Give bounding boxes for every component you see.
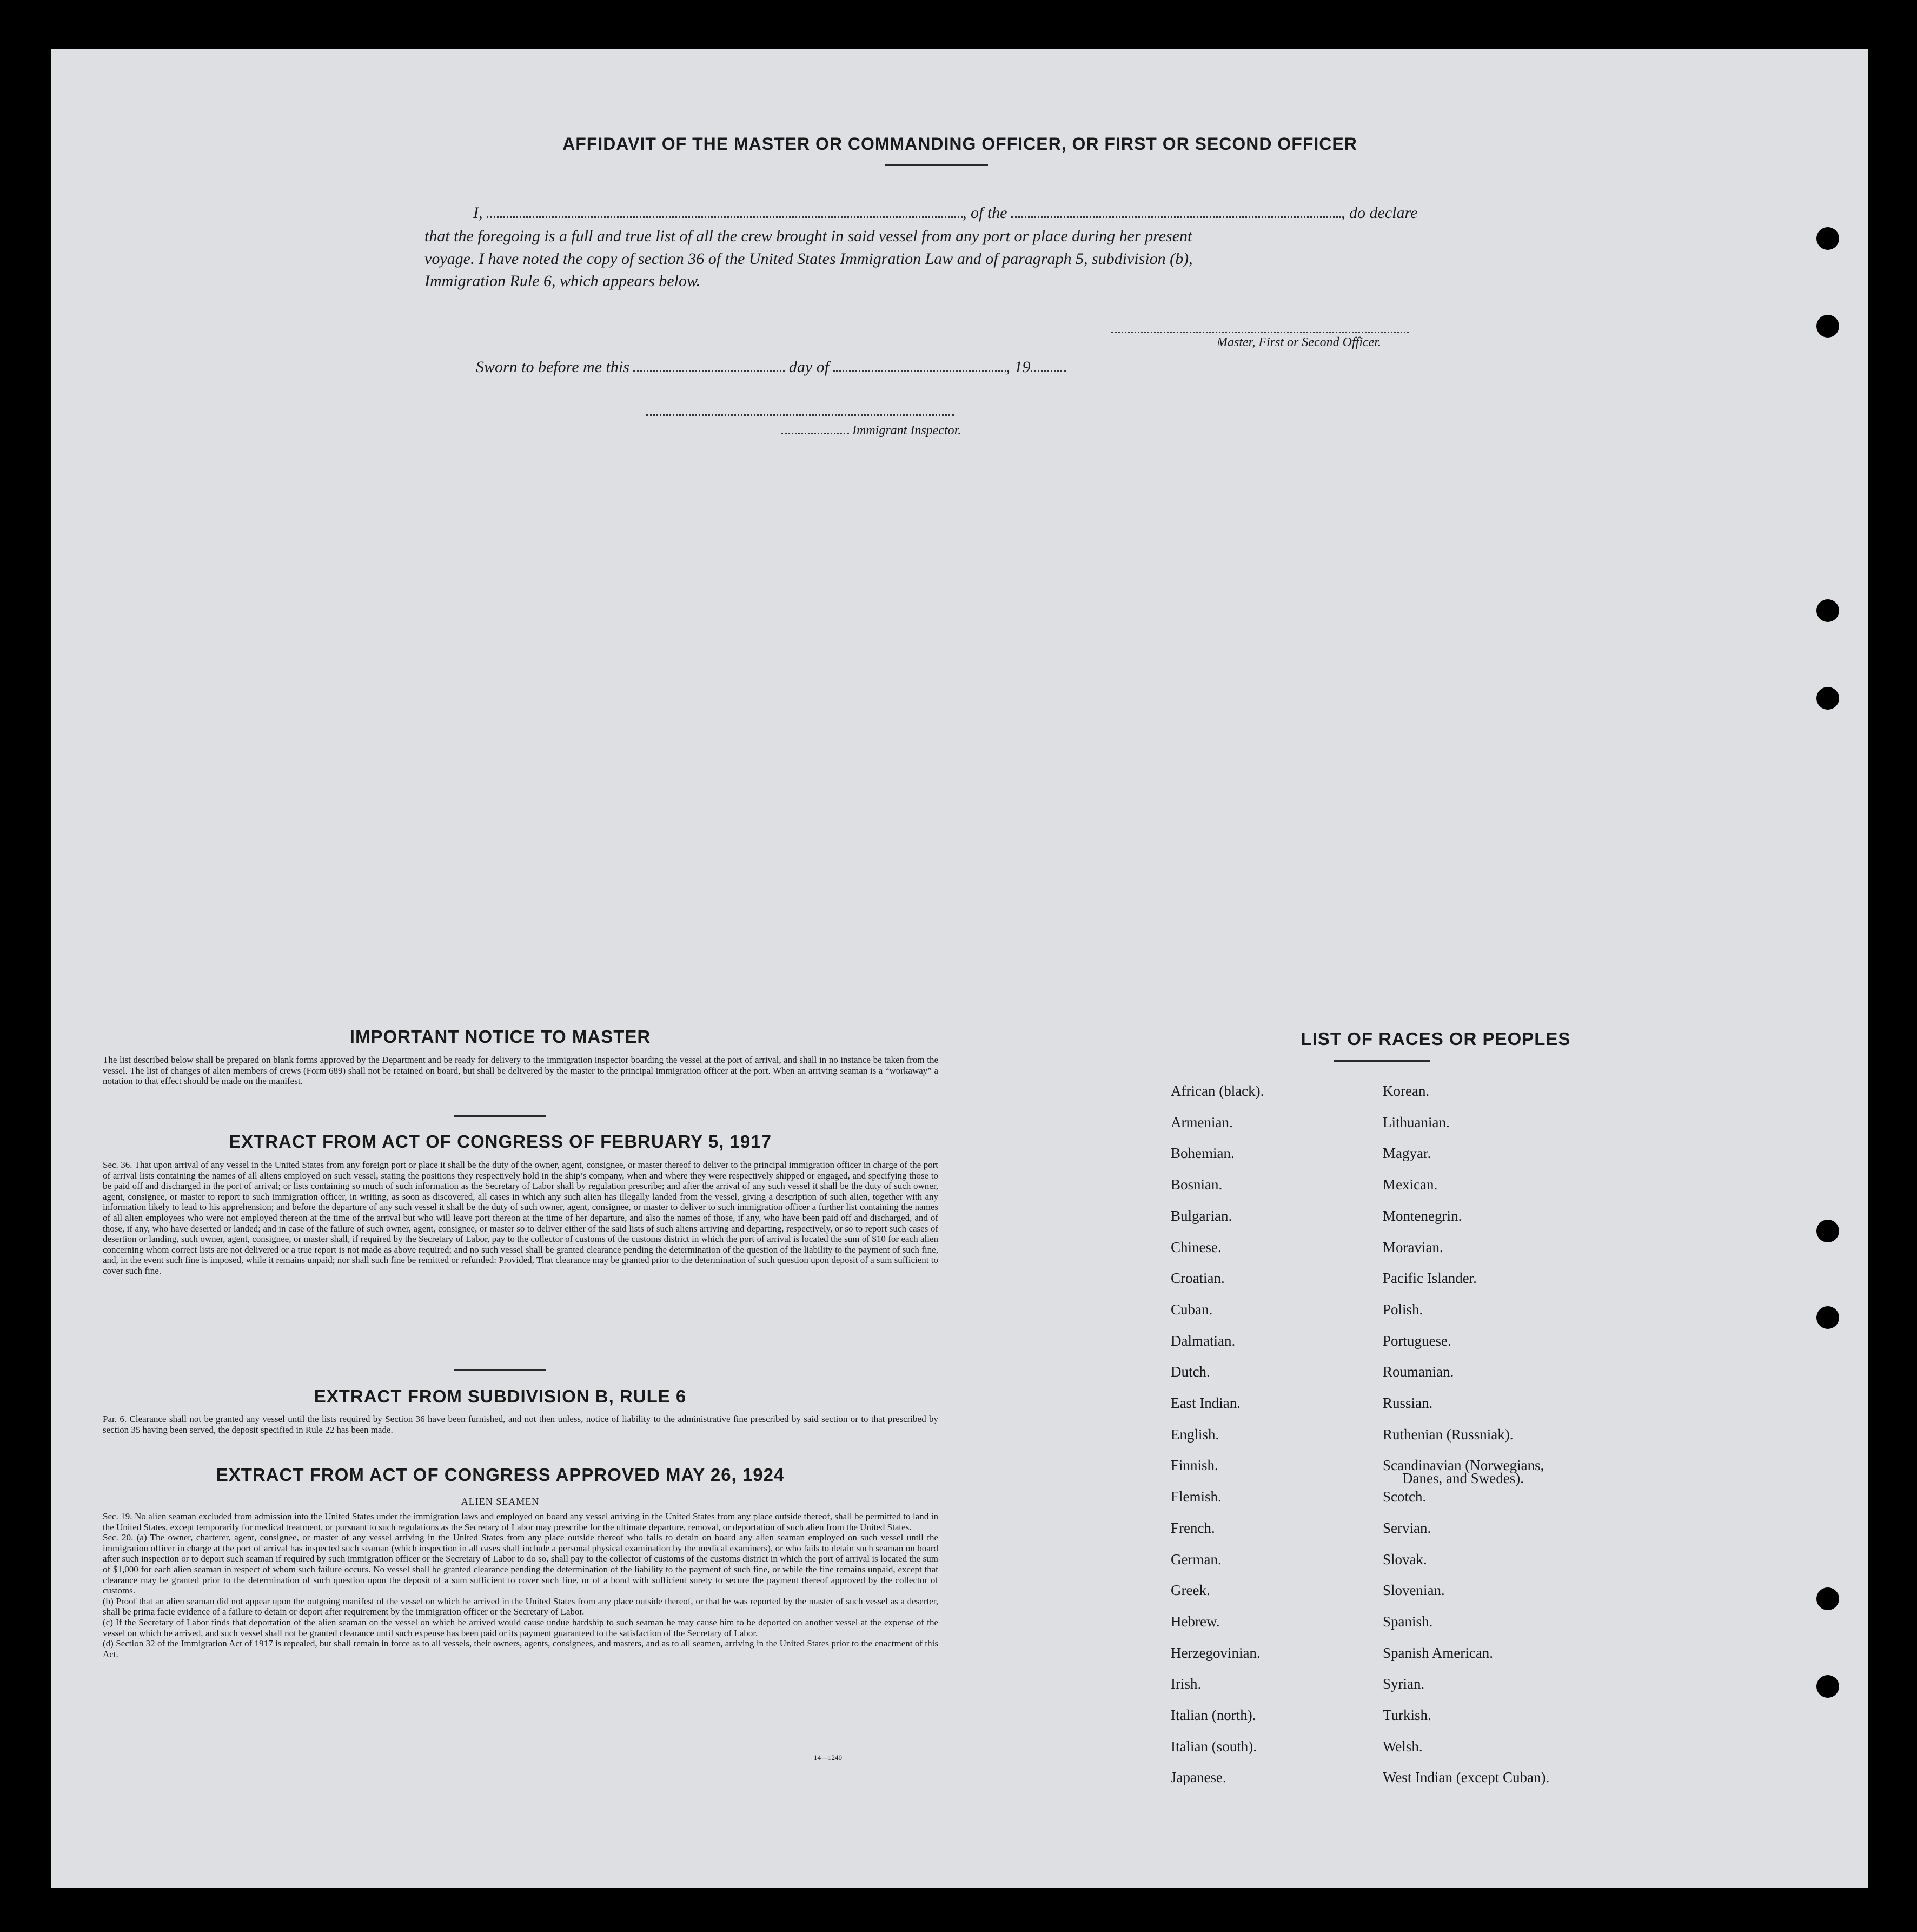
races-divider [1334,1060,1430,1062]
race-item: Roumanian. [1383,1364,1454,1380]
race-item: Lithuanian. [1383,1114,1450,1130]
declare-prefix: I, [473,204,483,222]
master-signature-blank[interactable] [1111,316,1409,333]
race-item: Flemish. [1171,1488,1222,1505]
form-number: 14—1240 [814,1754,842,1762]
race-item: Portuguese. [1383,1332,1451,1349]
race-item: Moravian. [1383,1239,1443,1255]
race-item: Pacific Islander. [1383,1270,1477,1287]
sworn-prefix: Sworn to before me this [476,358,629,376]
race-item-continuation: Danes, and Swedes). [1402,1470,1524,1487]
race-item: Russian. [1383,1395,1433,1411]
sworn-year-blank[interactable] [1031,355,1066,372]
notice-title: IMPORTANT NOTICE TO MASTER [349,1027,651,1047]
race-item: Slovak. [1383,1551,1427,1567]
race-item: Cuban. [1171,1301,1213,1318]
sworn-year: , 19 [1006,358,1031,376]
races-title: LIST OF RACES OR PEOPLES [1301,1029,1571,1049]
name-blank[interactable] [487,201,963,218]
race-item: Scotch. [1383,1488,1427,1505]
race-item: English. [1171,1426,1219,1443]
extract-1924-text: Sec. 19. No alien seaman excluded from admission into the United States under the immigration laws and employed on board any vessel arriving in the United States from any place outside thereof, shall be permitted to land in the United States, except temporarily for medical treatment, or pursuant to such regulations as the Secretary of Labor may prescribe for the ultimate departure, removal, or deportation of such alien from the United States. Sec. 20. (a) The owner, charterer, agent, consignee, or master of any vessel arriving in the United States from any place outside thereof who fails to detain on board any alien seaman employed on such vessel until the immigration officer in charge at the port of arrival has inspected such seaman (which inspection in all cases shall include a personal physical examination by the medical examiners), or who fails to detain such seaman on board after such inspection or to deport such seaman if required by such immigration officer or the Secretary of Labor to do so, shall pay to the collector of customs of the customs district in which the port of arrival is located the sum of $1,000 for each alien seaman in respect of whom such failure occurs. No vessel shall be granted clearance pending the determination of the liability to the payment of such fine, or while the fine remains unpaid, except that clearance may be granted prior to the determination of such question upon the deposit of a sum sufficient to cover such fine, or of a bond with sufficient surety to secure the payment thereof approved by the collector of customs. (b) Proof that an alien seaman did not appear upon the outgoing manifest of the vessel on which he arrived in the United States from any place outside thereof, or that he was reported by the master of such vessel as a deserter, shall be prima facie evidence of a failure to detain or deport after requirement by the immigration officer or the Secretary of Labor. (c) If the Secretary of Labor finds that deportation of the alien seaman on the vessel on which he arrived would cause undue hardship to such seaman he may cause him to be deported on another vessel at the expense of the vessel on which he arrived, and such vessel shall not be granted clearance until such expense has been paid or its payment guaranteed to the satisfaction of the Secretary of Labor. (d) Section 32 of the Immigration Act of 1917 is repealed, but shall remain in force as to all vessels, their owners, agents, consignees, and masters, and as to all seamen, arriving in the United States prior to the enactment of this Act. [103,1511,938,1659]
race-item: Welsh. [1383,1738,1423,1755]
race-item: Polish. [1383,1301,1423,1318]
race-item: Italian (north). [1171,1707,1256,1723]
sworn-day-of: day of [788,358,830,376]
race-item: East Indian. [1171,1395,1241,1411]
affidavit-title: AFFIDAVIT OF THE MASTER OR COMMANDING OFFICER, OR FIRST OR SECOND OFFICER [562,134,1357,154]
race-item: Montenegrin. [1383,1207,1462,1224]
race-item: Chinese. [1171,1239,1222,1255]
race-item: Finnish. [1171,1457,1218,1474]
race-item: French. [1171,1519,1215,1536]
race-item: West Indian (except Cuban). [1383,1769,1550,1786]
extract-1917-divider [454,1369,546,1371]
inspector-line [781,423,961,438]
race-item: Bosnian. [1171,1176,1223,1193]
race-item: Hebrew. [1171,1613,1220,1630]
race-item: Croatian. [1171,1270,1225,1287]
punch-hole [1816,1306,1839,1329]
race-item: Mexican. [1383,1176,1438,1193]
race-item: Armenian. [1171,1114,1233,1130]
race-item: Italian (south). [1171,1738,1257,1755]
title-divider [885,164,988,166]
notice-text: The list described below shall be prepared on blank forms approved by the Department and be ready for delivery to the immigration inspector boarding the vessel at the port of arrival, and shall in no instance be taken from the vessel. The list of changes of alien members of crews (Form 689) shall not be retained on board, but shall be delivered by the master to the principal immigration officer at the port. When an arriving seaman is a “workaway” a notation to that effect should be made on the manifest. [103,1055,938,1087]
declaration-line [473,201,1417,222]
race-item: German. [1171,1551,1222,1567]
race-item: Ruthenian (Russniak). [1383,1426,1514,1443]
punch-hole [1816,1587,1839,1610]
inspector-signature-blank[interactable] [646,399,954,416]
vessel-blank[interactable] [1011,201,1341,218]
race-item: Servian. [1383,1519,1431,1536]
affidavit-body-3: Immigration Rule 6, which appears below. [424,272,701,290]
race-item: Spanish American. [1383,1644,1493,1661]
race-item: Dutch. [1171,1364,1210,1380]
race-item: Japanese. [1171,1769,1226,1786]
extract-1917-title: EXTRACT FROM ACT OF CONGRESS OF FEBRUARY 5, 1917 [229,1132,772,1152]
race-item: Scandinavian (Norwegians, [1383,1457,1544,1474]
race-item: Magyar. [1383,1145,1431,1162]
declare-suffix: , do declare [1341,204,1418,222]
extract-1924-subtitle: ALIEN SEAMEN [461,1496,540,1507]
inspector-short-blank[interactable] [781,423,849,434]
punch-hole [1816,315,1839,338]
race-item: Herzegovinian. [1171,1644,1261,1661]
race-item: Dalmatian. [1171,1332,1236,1349]
race-item: Slovenian. [1383,1582,1445,1599]
sworn-month-blank[interactable] [833,355,1006,372]
race-item: Irish. [1171,1676,1202,1692]
punch-hole [1816,599,1839,622]
race-item: Bohemian. [1171,1145,1235,1162]
sworn-line [476,355,1066,376]
sworn-day-blank[interactable] [633,355,785,372]
race-item: Spanish. [1383,1613,1433,1630]
race-item: Korean. [1383,1083,1430,1099]
punch-hole [1816,227,1839,250]
race-item: Turkish. [1383,1707,1431,1723]
notice-divider [454,1115,546,1117]
punch-hole [1816,1675,1839,1698]
rule6-text: Par. 6. Clearance shall not be granted any vessel until the lists required by Section 36 have been furnished, and not then unless, notice of liability to the administrative fine prescribed by said section or to that prescribed by section 35 having been served, the deposit specified in Rule 22 has been made. [103,1414,938,1435]
form-sheet [51,49,1868,1888]
race-item: Bulgarian. [1171,1207,1232,1224]
master-signature-label: Master, First or Second Officer. [1217,335,1381,349]
punch-hole [1816,687,1839,710]
extract-1917-text: Sec. 36. That upon arrival of any vessel in the United States from any foreign port or place it shall be the duty of the owner, agent, consignee, or master thereof to deliver to the principal immigration officer in charge of the port of arrival lists containing the names of all aliens employed on such vessel, stating the positions they respectively hold in the ship’s company, when and where they were respectively shipped or engaged, and specifying those to be paid off and discharged in the port of arrival; or lists containing so much of such information as the Secretary of Labor shall by regulation prescribe; and after the arrival of any such vessel it shall be the duty of such owner, agent, consignee, or master to report to such immigration officer, in writing, as soon as discovered, all cases in which any such alien has illegally landed from the vessel, giving a description of such alien, together with any information likely to lead to his apprehension; and before the departure of any such vessel it shall be the duty of such owner, agent, consignee, or master to deliver to such immigration officer a further list containing the names of all alien employees who were not employed thereon at the time of the arrival but who will leave port thereon at the time of her departure, and also the names of those, if any, who have been paid off and discharged, and of those, if any, who have deserted or landed; and in case of the failure of such owner, agent, consignee, or master so to deliver either of the said lists of such aliens arriving and departing, respectively, or so to report such cases of desertion or landing, such owner, agent, consignee, or master shall, if required by the Secretary of Labor, pay to the collector of customs of the customs district in which the port of arrival is located the sum of $10 for each alien concerning whom correct lists are not delivered or a true report is not made as above required; and no such vessel shall be granted clearance pending the determination of the question of the liability to the payment of such fine, and, in the event such fine is imposed, while it remains unpaid; nor shall such fine be remitted or refunded: Provided, That clearance may be granted prior to the determination of such question upon deposit of a sum sufficient to cover such fine. [103,1160,938,1276]
race-item: Syrian. [1383,1676,1425,1692]
rule6-title: EXTRACT FROM SUBDIVISION B, RULE 6 [314,1386,687,1406]
affidavit-body-2: voyage. I have noted the copy of section 36 of the United States Immigration Law and of paragraph 5, subdivision (b), [424,250,1193,268]
inspector-label: Immigrant Inspector. [852,424,961,438]
race-item: Greek. [1171,1582,1210,1599]
punch-hole [1816,1220,1839,1242]
race-item: African (black). [1171,1083,1264,1099]
declare-of-the: , of the [963,204,1007,222]
affidavit-body-1: that the foregoing is a full and true list of all the crew brought in said vessel from any port or place during her present [424,227,1192,245]
extract-1924-title: EXTRACT FROM ACT OF CONGRESS APPROVED MAY 26, 1924 [216,1465,785,1485]
